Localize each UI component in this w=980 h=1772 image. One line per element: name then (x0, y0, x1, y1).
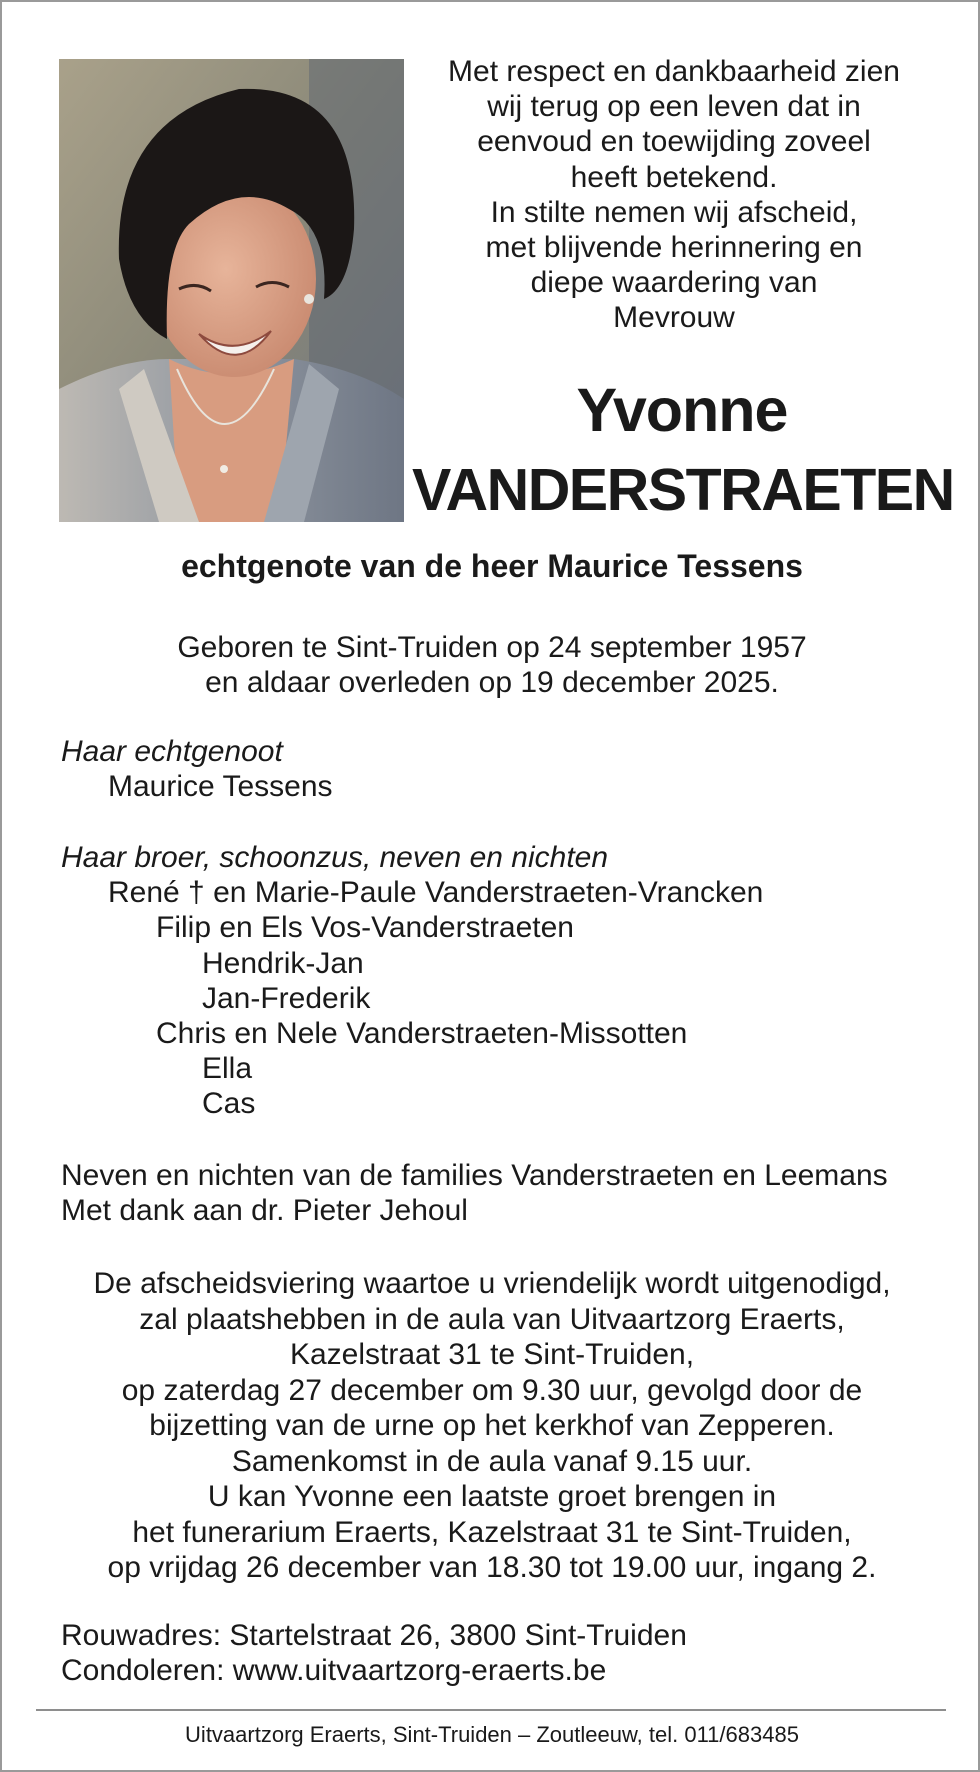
portrait-image (59, 59, 404, 522)
mourning-address: Rouwadres: Startelstraat 26, 3800 Sint-Truiden (61, 1619, 687, 1652)
family-member: Cas (202, 1087, 256, 1121)
intro-line: eenvoud en toewijding zoveel (477, 125, 871, 159)
intro-line: In stilte nemen wij afscheid, (490, 195, 858, 229)
intro-line: wij terug op een leven dat in (487, 90, 861, 124)
died-line: en aldaar overleden op 19 december 2025. (205, 666, 779, 700)
extra-line: Neven en nichten van de families Vanderstraeten en Leemans (61, 1159, 888, 1192)
last-name: VANDERSTRAETEN (412, 457, 954, 523)
spouse-line: echtgenote van de heer Maurice Tessens (181, 548, 803, 584)
family-section (61, 840, 763, 1122)
condolence-link[interactable]: Condoleren: www.uitvaartzorg-eraerts.be (61, 1654, 607, 1688)
service-line: op zaterdag 27 december om 9.30 uur, gevolgd door de (121, 1373, 863, 1407)
contact-section (61, 1618, 687, 1688)
intro-line: heeft betekend. (570, 160, 778, 194)
birth-death-dates (2, 630, 980, 700)
service-line: op vrijdag 26 december van 18.30 tot 19.00 uur, ingang 2. (107, 1551, 877, 1584)
service-line: zal plaatshebben in de aula van Uitvaartzorg Eraerts, (139, 1302, 845, 1336)
service-line: Samenkomst in de aula vanaf 9.15 uur. (231, 1444, 753, 1478)
husband-section (61, 734, 333, 804)
family-member: René † en Marie-Paule Vanderstraeten-Vrancken (108, 876, 764, 910)
service-line: De afscheidsviering waartoe u vriendelijk wordt uitgenodigd, (93, 1267, 891, 1300)
intro-line: met blijvende herinnering en (485, 231, 863, 265)
born-line: Geboren te Sint-Truiden op 24 september 1957 (177, 631, 807, 664)
family-member: Hendrik-Jan (202, 946, 364, 980)
service-line: U kan Yvonne een laatste groet brengen in (207, 1480, 777, 1513)
footer-divider (36, 1709, 946, 1711)
deceased-name (412, 370, 952, 530)
extra-section (61, 1158, 888, 1228)
husband-heading: Haar echtgenoot (61, 735, 283, 768)
husband-name: Maurice Tessens (108, 770, 333, 804)
intro-line: diepe waardering van (530, 266, 818, 300)
service-line: het funerarium Eraerts, Kazelstraat 31 te Sint-Truiden, (132, 1515, 852, 1549)
family-member: Filip en Els Vos-Vanderstraeten (156, 911, 574, 945)
footer-text: Uitvaartzorg Eraerts, Sint-Truiden – Zoutleeuw, tel. 011/683485 (185, 1722, 799, 1747)
portrait-photo (59, 59, 404, 522)
intro-text (428, 54, 920, 336)
family-member: Chris en Nele Vanderstraeten-Missotten (156, 1017, 688, 1051)
family-member: Ella (202, 1052, 253, 1086)
first-name: Yvonne (576, 376, 788, 444)
service-line: bijzetting van de urne op het kerkhof van Zepperen. (149, 1409, 835, 1442)
intro-line: Met respect en dankbaarheid zien (448, 55, 900, 88)
family-heading: Haar broer, schoonzus, neven en nichten (61, 841, 609, 874)
extra-line: Met dank aan dr. Pieter Jehoul (61, 1194, 468, 1228)
service-line: Kazelstraat 31 te Sint-Truiden, (289, 1338, 695, 1371)
intro-line: Mevrouw (613, 301, 735, 335)
family-member: Jan-Frederik (202, 981, 371, 1015)
service-details (2, 1266, 980, 1586)
